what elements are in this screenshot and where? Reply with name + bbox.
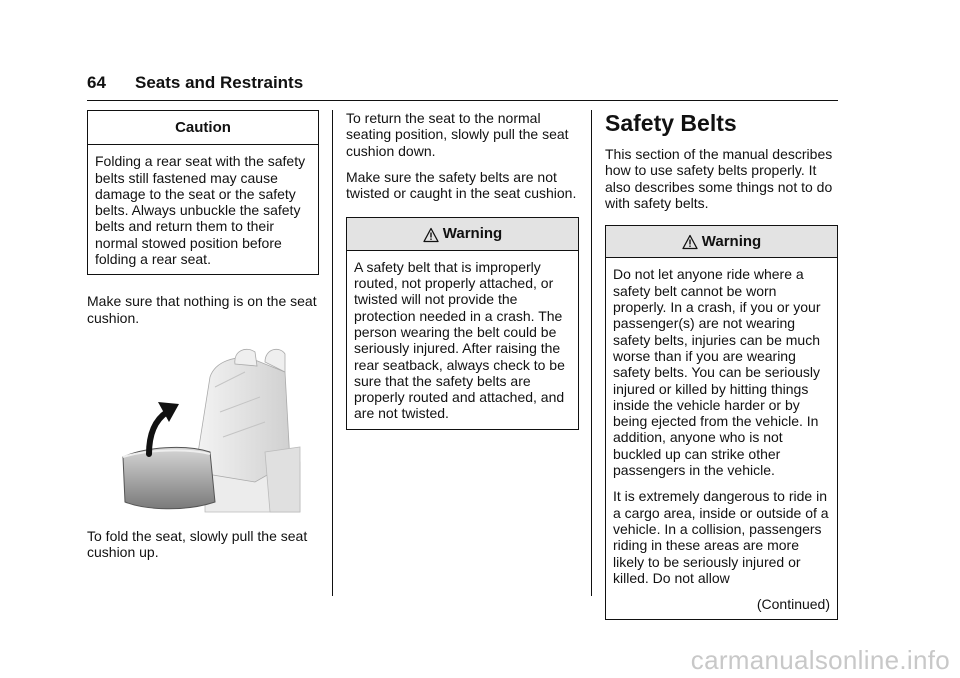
caution-box [87, 110, 319, 275]
paragraph: This section of the manual describes how to use safety belts properly. It also describes some things not to do with safety belts. [605, 146, 833, 211]
section-title: Seats and Restraints [135, 73, 304, 92]
watermark: carmanualsonline.info [690, 645, 950, 675]
warning-triangle-icon [682, 234, 698, 250]
continued-label: (Continued) [756, 596, 830, 613]
warning-box [346, 217, 579, 429]
warning-text: A safety belt that is improperly routed, not properly attached, or twisted will not provide the protection needed in a crash. The person wearing the belt could be seriously injured. After raising the rear seatback, always check to be sure that the safety belts are properly routed and attached, and are not twisted. [354, 258, 565, 422]
column-divider [332, 110, 333, 596]
warning-text: It is extremely dangerous to ride in a cargo area, inside or outside of a vehicle. In a collision, passengers riding in these areas are more likely to be seriously injured or killed. Do not allow [613, 488, 829, 586]
column-divider [591, 110, 592, 596]
page-number: 64 [87, 73, 106, 92]
column-1 [87, 110, 319, 571]
warning-triangle-icon [423, 227, 439, 243]
caution-title: Caution [88, 111, 318, 145]
warning-text: Do not let anyone ride where a safety belt cannot be worn properly. In a crash, if you or your passenger(s) are not wearing safety belts, injuries can be much worse than if you are wearing safety belts. You can be seriously injured or killed by hitting things inside the vehicle harder or by being ejected from the vehicle. In addition, anyone who is not buckled up can strike other passengers in the vehicle. [613, 266, 821, 479]
warning-box [605, 225, 838, 620]
paragraph: Make sure that nothing is on the seat cushion. [87, 293, 317, 326]
column-3 [605, 110, 838, 620]
caution-text: Folding a rear seat with the safety belts still fastened may cause damage to the seat or the safety belts. Always unbuckle the safety belts and return them to their normal stowed position before folding a rear seat. [95, 153, 306, 268]
seat-fold-illustration [115, 342, 305, 520]
section-heading: Safety Belts [605, 110, 737, 136]
warning-title: Warning [701, 233, 762, 251]
paragraph: Make sure the safety belts are not twisted or caught in the seat cushion. [346, 168, 577, 202]
page-header [87, 70, 838, 101]
column-2 [346, 110, 579, 430]
paragraph: To fold the seat, slowly pull the seat cushion up. [87, 527, 308, 561]
warning-title: Warning [442, 225, 503, 243]
paragraph: To return the seat to the normal seating position, slowly pull the seat cushion down. [346, 110, 569, 159]
